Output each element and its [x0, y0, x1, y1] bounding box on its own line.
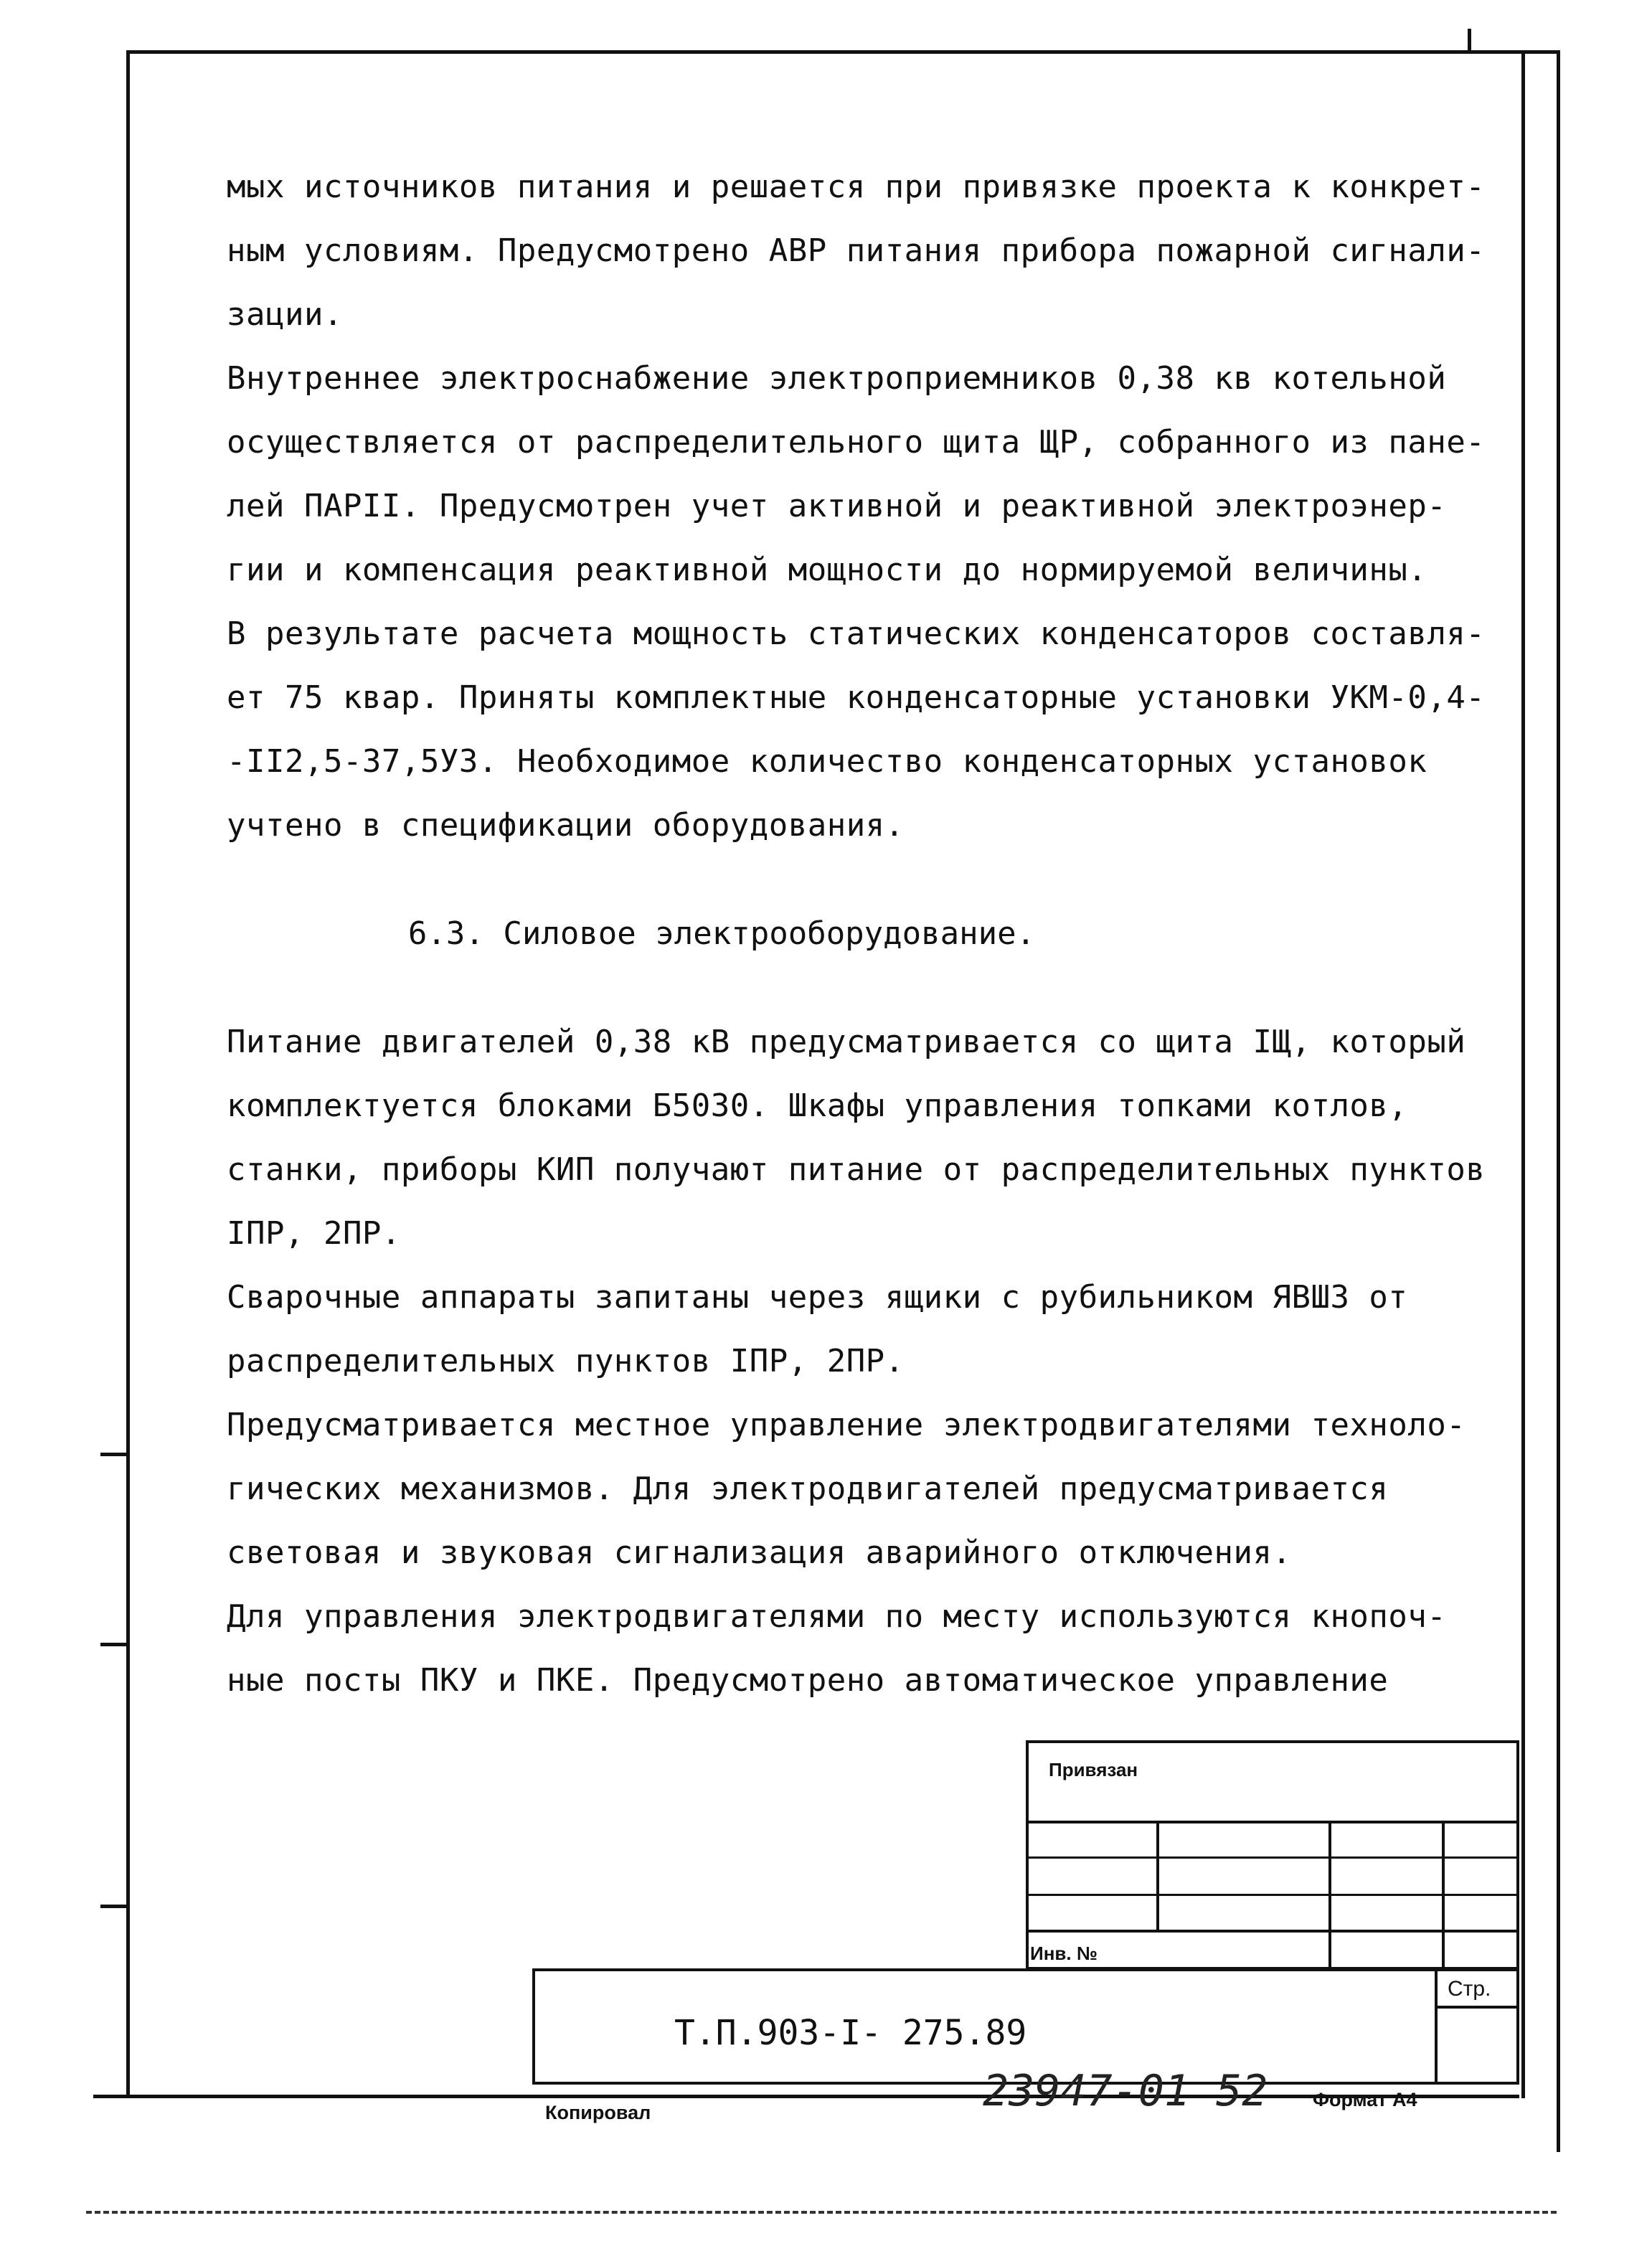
text-line: гии и компенсация реактивной мощности до нормируемой величины.: [227, 552, 1427, 588]
frame-bottom-rule: [93, 2095, 1519, 2098]
text-line: Внутреннее электроснабжение электроприемников 0,38 кв котельной: [227, 360, 1447, 397]
page-label: Стр.: [1448, 1977, 1491, 2001]
text-line: осуществляется от распределительного щита ЩР, собранного из пане-: [227, 424, 1486, 461]
text-line: лей ПАРII. Предусмотрен учет активной и реактивной электроэнер-: [227, 488, 1447, 524]
margin-tick: [100, 1453, 129, 1456]
text-line: Предусматривается местное управление электродвигателями техноло-: [227, 1407, 1466, 1443]
format-label: Формат А4: [1313, 2089, 1417, 2110]
text-line: Для управления электродвигателями по месту используются кнопоч-: [227, 1598, 1447, 1635]
section-heading: 6.3. Силовое электрооборудование.: [407, 915, 1036, 952]
text-line: гических механизмов. Для электродвигателей предусматривается: [227, 1471, 1389, 1507]
text-line: мых источников питания и решается при привязке проекта к конкрет-: [227, 169, 1486, 205]
title-block-divider: [1442, 1821, 1445, 1970]
document-body: [227, 155, 1518, 1712]
text-line: ным условиям. Предусмотрено АВР питания прибора пожарной сигнали-: [227, 232, 1486, 269]
margin-tick: [100, 1643, 129, 1646]
title-block-divider: [1156, 1821, 1159, 1930]
attached-label: Привязан: [1049, 1759, 1138, 1780]
title-block-rule: [1026, 1894, 1519, 1896]
inventory-number-label: Инв. №: [1030, 1943, 1098, 1964]
text-line: ные посты ПКУ и ПКЕ. Предусмотрено автоматическое управление: [227, 1662, 1389, 1699]
frame-top-rule: [1519, 50, 1559, 54]
margin-tick: [100, 1905, 129, 1908]
title-block-rule: [1435, 2006, 1519, 2009]
text-line: распределительных пунктов IПР, 2ПР.: [227, 1343, 905, 1379]
title-block-divider: [1435, 1968, 1438, 2085]
copied-by-label: Копировал: [545, 2102, 651, 2123]
title-block-divider: [1328, 1821, 1331, 1970]
text-line: В результате расчета мощность статических конденсаторов составля-: [227, 615, 1486, 652]
text-line: Сварочные аппараты запитаны через ящики с рубильником ЯВШЗ от: [227, 1279, 1408, 1316]
text-line: ет 75 квар. Приняты комплектные конденсаторные установки УКМ-0,4-: [227, 679, 1486, 716]
title-block-rule: [1026, 1930, 1519, 1933]
title-block-rule: [1026, 1856, 1519, 1859]
document-code: Т.П.903-I- 275.89: [674, 2013, 1027, 2053]
text-line: Питание двигателей 0,38 кВ предусматривается со щита IЩ, который: [227, 1024, 1466, 1060]
text-line: IПР, 2ПР.: [227, 1215, 401, 1252]
text-line: световая и звуковая сигнализация аварийного отключения.: [227, 1534, 1292, 1571]
frame-outer-right-edge: [1557, 50, 1560, 2152]
frame-top-tick: [1468, 29, 1471, 52]
text-line: комплектуется блоками Б5030. Шкафы управления топками котлов,: [227, 1087, 1408, 1124]
cut-line: [86, 2211, 1557, 2214]
text-line: учтено в спецификации оборудования.: [227, 807, 905, 844]
stamp-number: 23947-01 52: [983, 2066, 1268, 2116]
text-line: -II2,5-37,5УЗ. Необходимое количество конденсаторных установок: [227, 743, 1427, 780]
text-line: зации.: [227, 296, 343, 333]
text-line: станки, приборы КИП получают питание от распределительных пунктов: [227, 1151, 1486, 1188]
title-block-rule: [1026, 1821, 1519, 1823]
